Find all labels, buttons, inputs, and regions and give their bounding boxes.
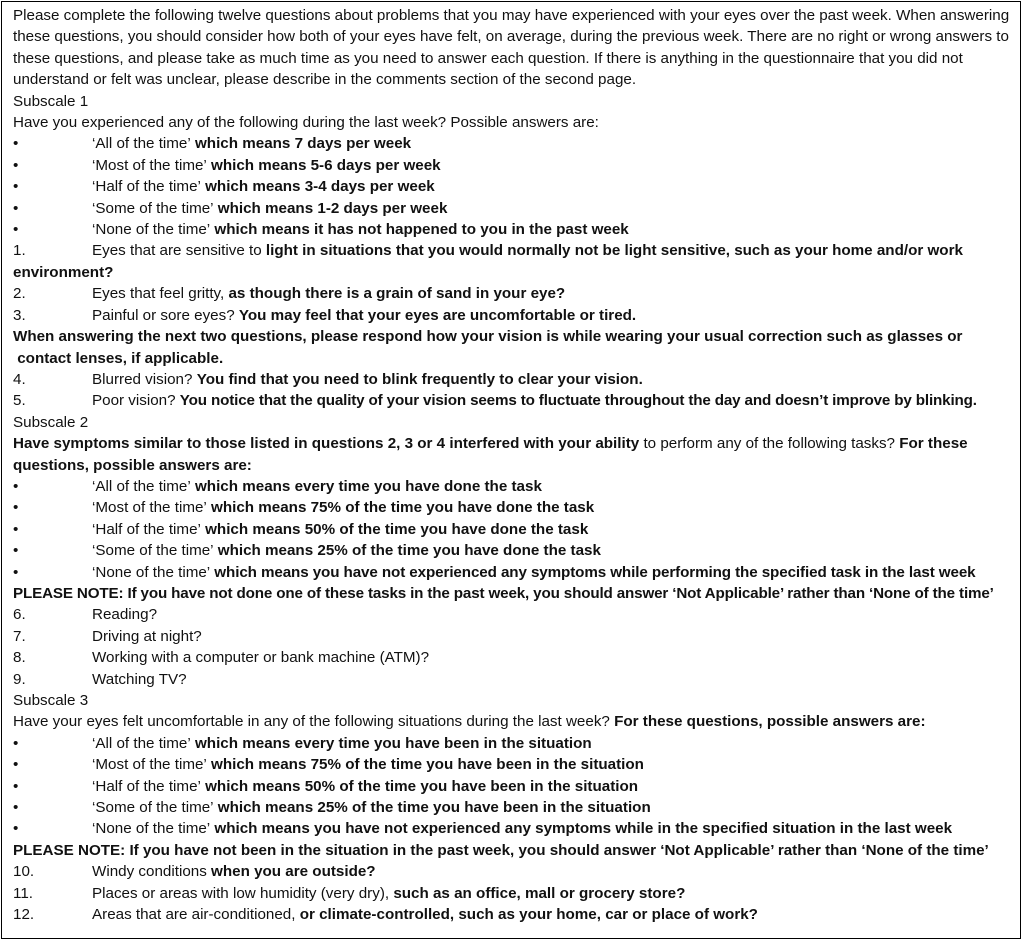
answer-meaning: which means 75% of the time you have done the task <box>206 499 595 517</box>
question-4 <box>13 369 1010 390</box>
question-text: Driving at night? <box>92 627 202 645</box>
answer-meaning: which means every time you have been in the situation <box>190 734 592 752</box>
subscale-3-heading: Subscale 3 <box>13 692 89 709</box>
prompt-bold: Have symptoms similar to those listed in questions 2, 3 or 4 interfered with your ability <box>13 435 640 453</box>
question-number: 9. <box>13 670 26 688</box>
question-number: 1. <box>13 242 26 260</box>
question-number: 10. <box>13 863 35 881</box>
answer-option <box>13 797 1010 818</box>
question-number: 8. <box>13 649 26 667</box>
answer-label: ‘Half of the time’ <box>92 777 201 795</box>
answer-label: ‘Most of the time’ <box>92 499 207 517</box>
question-text: Eyes that are sensitive to <box>92 242 266 260</box>
answer-meaning: which means 50% of the time you have been in the situation <box>200 777 639 795</box>
bullet: • <box>13 221 19 239</box>
answer-label: ‘Some of the time’ <box>92 542 214 560</box>
bullet: • <box>13 135 19 153</box>
bullet: • <box>13 520 19 538</box>
answer-meaning: which means every time you have done the task <box>190 477 542 495</box>
bullet: • <box>13 499 19 517</box>
question-text: Places or areas with low humidity (very dry), <box>92 884 394 902</box>
question-1 <box>13 240 1010 261</box>
question-text: Reading? <box>92 606 158 624</box>
question-3 <box>13 305 1010 326</box>
question-11 <box>13 883 1010 904</box>
question-text: Painful or sore eyes? <box>92 306 239 324</box>
question-6 <box>13 604 1010 625</box>
question-detail: as though there is a grain of sand in your eye? <box>228 285 566 303</box>
bullet: • <box>13 199 19 217</box>
question-detail: You notice that the quality of your vision seems to fluctuate throughout the day and doesn’t improve by blinking. <box>179 392 977 410</box>
question-text: Blurred vision? <box>92 370 197 388</box>
bullet: • <box>13 777 19 795</box>
answer-meaning: which means 25% of the time you have been in the situation <box>213 799 651 817</box>
answer-meaning: which means 50% of the time you have done the task <box>200 520 589 538</box>
answer-label: ‘Half of the time’ <box>92 520 201 538</box>
answer-option <box>13 776 1010 797</box>
answer-label: ‘Some of the time’ <box>92 799 214 817</box>
answer-label: ‘None of the time’ <box>92 221 211 239</box>
question-12 <box>13 904 1010 925</box>
bullet: • <box>13 756 19 774</box>
answer-meaning: which means 75% of the time you have been in the situation <box>206 756 644 774</box>
question-text: Eyes that feel gritty, <box>92 285 229 303</box>
prompt-bold: questions, possible answers are: <box>13 456 252 474</box>
answer-option <box>13 133 1010 154</box>
questionnaire-panel <box>1 1 1021 939</box>
bullet: • <box>13 178 19 196</box>
question-detail: or climate-controlled, such as your home, car or place of work? <box>299 906 758 924</box>
question-10 <box>13 861 1010 882</box>
answer-label: ‘Half of the time’ <box>92 178 201 196</box>
subscale-1-heading: Subscale 1 <box>13 92 89 110</box>
bullet: • <box>13 156 19 174</box>
answer-meaning: which means you have not experienced any symptoms while performing the specified task in the last week <box>210 563 976 581</box>
not-applicable-note <box>13 583 1010 604</box>
note-text: PLEASE NOTE: If you have not been in the situation in the past week, you should answer ‘Not Applicable’ rather than ‘None of the time’ <box>13 841 989 859</box>
bullet: • <box>13 542 19 560</box>
answer-option <box>13 155 1010 176</box>
answer-label: ‘All of the time’ <box>92 135 191 153</box>
question-1-continuation <box>13 262 1010 283</box>
answer-option <box>13 818 1010 839</box>
bullet: • <box>13 477 19 495</box>
answer-label: ‘None of the time’ <box>92 820 211 838</box>
not-applicable-note <box>13 840 1010 861</box>
question-text: Working with a computer or bank machine (ATM)? <box>92 649 430 667</box>
question-9 <box>13 669 1010 690</box>
bullet: • <box>13 799 19 817</box>
prompt-text: Have your eyes felt uncomfortable in any of the following situations during the last week? <box>13 713 615 731</box>
answer-option <box>13 519 1010 540</box>
answer-label: ‘Most of the time’ <box>92 156 207 174</box>
answer-meaning: which means it has not happened to you in the past week <box>210 221 629 239</box>
question-detail: You may feel that your eyes are uncomfortable or tired. <box>238 306 637 324</box>
answer-option <box>13 476 1010 497</box>
answer-label: ‘Some of the time’ <box>92 199 214 217</box>
subscale-2-prompt <box>13 433 1010 454</box>
answer-option <box>13 733 1010 754</box>
prompt-bold: For these questions, possible answers are: <box>614 713 926 731</box>
answer-label: ‘All of the time’ <box>92 734 191 752</box>
prompt-bold: For these <box>899 435 968 453</box>
answer-meaning: which means 7 days per week <box>190 135 412 153</box>
answer-meaning: which means 3-4 days per week <box>200 178 435 196</box>
answer-meaning: which means 25% of the time you have done the task <box>213 542 601 560</box>
subscale-3-prompt <box>13 711 1010 732</box>
bullet: • <box>13 563 19 581</box>
answer-option <box>13 176 1010 197</box>
note-text: PLEASE NOTE: If you have not done one of these tasks in the past week, you should answer ‘Not Applicable’ rather than ‘None of the time’ <box>13 584 994 602</box>
answer-option <box>13 497 1010 518</box>
question-detail: light in situations that you would normally not be light sensitive, such as your home and/or work <box>265 242 963 260</box>
question-number: 4. <box>13 370 26 388</box>
question-number: 5. <box>13 392 26 410</box>
question-text: Poor vision? <box>92 392 180 410</box>
prompt-text: to perform any of the following tasks? <box>639 435 900 453</box>
question-number: 7. <box>13 627 26 645</box>
question-detail: You find that you need to blink frequently to clear your vision. <box>196 370 643 388</box>
answer-label: ‘All of the time’ <box>92 477 191 495</box>
question-number: 12. <box>13 906 35 924</box>
bullet: • <box>13 820 19 838</box>
question-number: 3. <box>13 306 26 324</box>
question-number: 2. <box>13 285 26 303</box>
answer-label: ‘Most of the time’ <box>92 756 207 774</box>
intro-paragraph: Please complete the following twelve questions about problems that you may have experienced with your eyes over the past week. When answering these questions, you should consider how both of your eyes have felt, on average, during the previous week. There are no right or wrong answers to these questions, and please take as much time as you need to answer each question. If there is anything in the questionnaire that you did not understand or felt was unclear, please describe in the comments section of the second page. <box>13 7 1010 89</box>
question-number: 6. <box>13 606 26 624</box>
note-text: When answering the next two questions, please respond how your vision is while wearing your usual correction such as glasses or <box>13 328 963 346</box>
answer-label: ‘None of the time’ <box>92 563 211 581</box>
answer-option <box>13 540 1010 561</box>
answer-option <box>13 562 1010 583</box>
question-detail: environment? <box>13 263 114 281</box>
subscale-2-prompt-continuation <box>13 455 1010 476</box>
question-8 <box>13 647 1010 668</box>
answer-option <box>13 754 1010 775</box>
subscale-2-heading: Subscale 2 <box>13 413 89 431</box>
bullet: • <box>13 734 19 752</box>
answer-option <box>13 219 1010 240</box>
question-text: Areas that are air-conditioned, <box>92 906 300 924</box>
note-text: contact lenses, if applicable. <box>13 349 224 367</box>
question-number: 11. <box>13 884 33 902</box>
question-text: Watching TV? <box>92 670 187 688</box>
subscale-1-prompt: Have you experienced any of the following during the last week? Possible answers are: <box>13 114 599 132</box>
answer-option <box>13 198 1010 219</box>
question-5 <box>13 390 1010 411</box>
answer-meaning: which means 5-6 days per week <box>206 156 441 174</box>
correction-note-continuation <box>13 348 1010 369</box>
answer-meaning: which means 1-2 days per week <box>213 199 448 217</box>
answer-meaning: which means you have not experienced any symptoms while in the specified situation in the last week <box>210 820 953 838</box>
question-detail: such as an office, mall or grocery store? <box>393 884 686 902</box>
correction-note <box>13 326 1010 347</box>
question-text: Windy conditions <box>92 863 212 881</box>
question-2 <box>13 283 1010 304</box>
question-detail: when you are outside? <box>211 863 376 881</box>
question-7 <box>13 626 1010 647</box>
